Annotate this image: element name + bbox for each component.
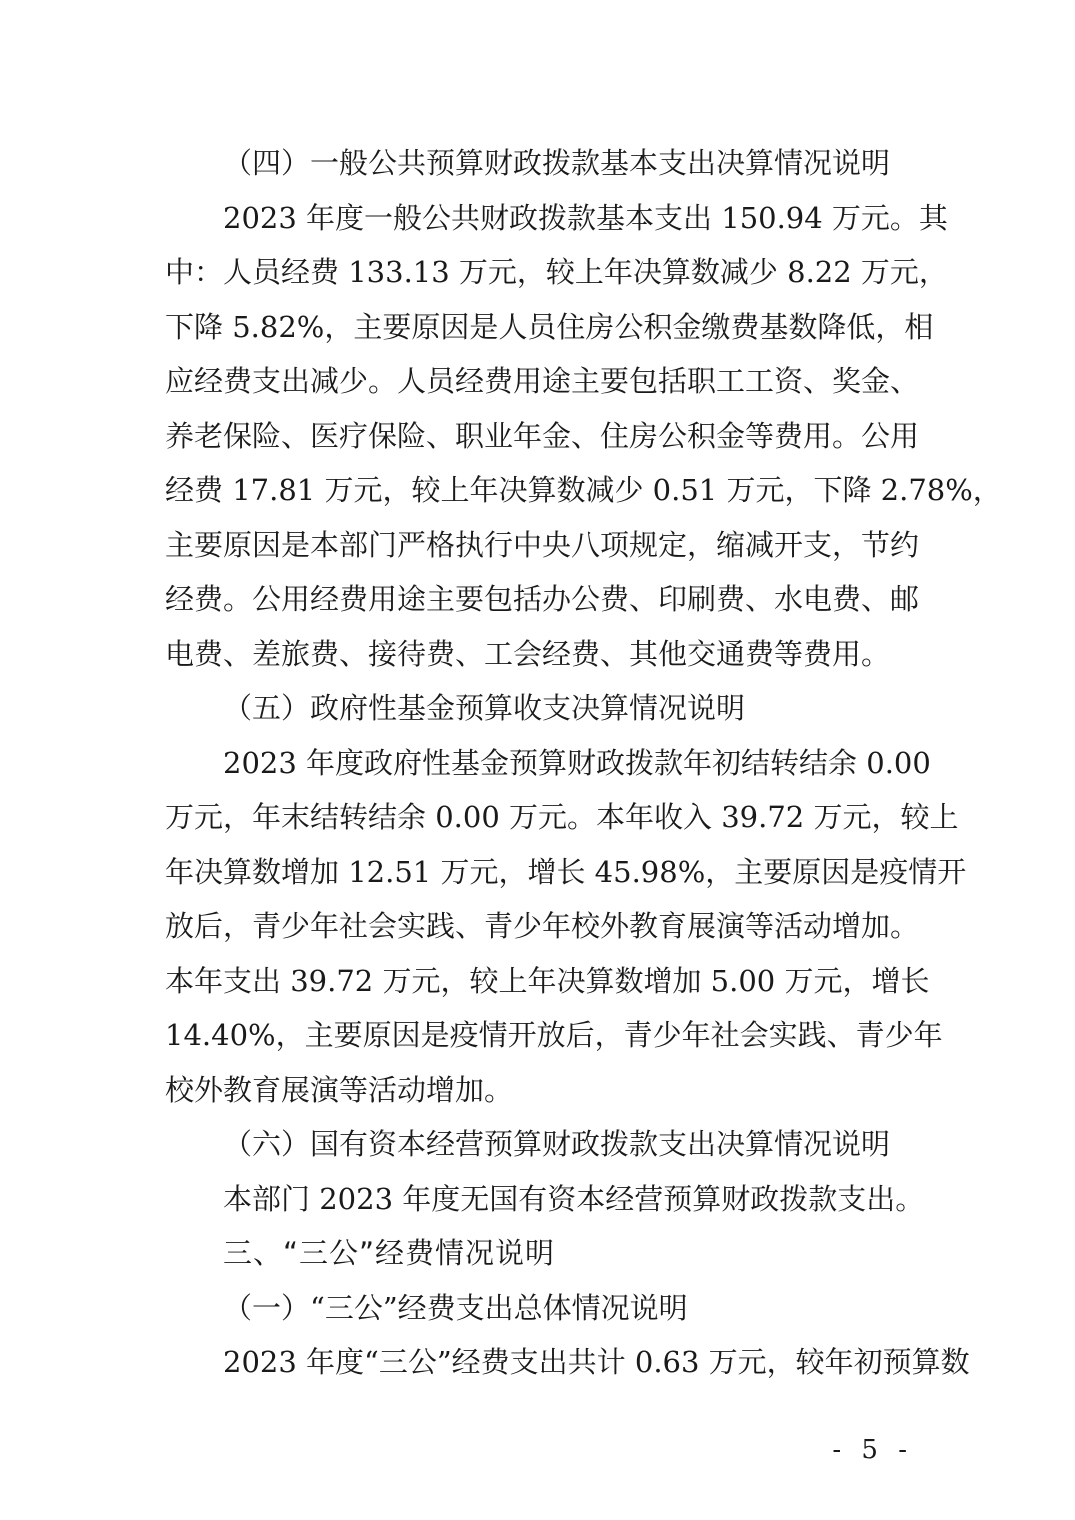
paragraph-line: 2023 年度“三公”经费支出共计 0.63 万元，较年初预算数 xyxy=(223,1345,970,1379)
paragraph-line: 万元，年末结转结余 0.00 万元。本年收入 39.72 万元，较上 xyxy=(165,800,959,834)
paragraph-line: 中：人员经费 133.13 万元，较上年决算数减少 8.22 万元， xyxy=(165,255,948,289)
paragraph-line: 年决算数增加 12.51 万元，增长 45.98%，主要原因是疫情开 xyxy=(165,854,967,889)
document-body xyxy=(165,136,1002,1390)
paragraph-line: 校外教育展演等活动增加。 xyxy=(165,1072,514,1107)
paragraph-line: 本部门 2023 年度无国有资本经营预算财政拨款支出。 xyxy=(223,1181,925,1216)
section-heading-4: （四）一般公共预算财政拨款基本支出决算情况说明 xyxy=(223,146,891,180)
paragraph-line: 放后，青少年社会实践、青少年校外教育展演等活动增加。 xyxy=(165,909,920,943)
paragraph-line: 经费 17.81 万元，较上年决算数减少 0.51 万元，下降 2.78%， xyxy=(165,473,1002,507)
paragraph-line: 2023 年度政府性基金预算财政拨款年初结转结余 0.00 xyxy=(223,745,931,780)
subsection-heading-1: （一）“三公”经费支出总体情况说明 xyxy=(223,1290,688,1325)
paragraph-line: 电费、差旅费、接待费、工会经费、其他交通费等费用。 xyxy=(165,636,891,671)
paragraph-line: 应经费支出减少。人员经费用途主要包括职工工资、奖金、 xyxy=(165,364,920,398)
paragraph-line: 下降 5.82%，主要原因是人员住房公积金缴费基数降低，相 xyxy=(165,309,934,344)
paragraph-line: 本年支出 39.72 万元，较上年决算数增加 5.00 万元，增长 xyxy=(165,963,930,998)
part-heading-3: 三、“三公”经费情况说明 xyxy=(223,1236,556,1270)
section-heading-5: （五）政府性基金预算收支决算情况说明 xyxy=(223,691,746,725)
section-heading-6: （六）国有资本经营预算财政拨款支出决算情况说明 xyxy=(223,1127,891,1161)
paragraph-line: 经费。公用经费用途主要包括办公费、印刷费、水电费、邮 xyxy=(165,582,920,616)
paragraph-line: 主要原因是本部门严格执行中央八项规定，缩减开支，节约 xyxy=(165,527,920,562)
paragraph-line: 2023 年度一般公共财政拨款基本支出 150.94 万元。其 xyxy=(223,200,948,235)
paragraph-line: 14.40%，主要原因是疫情开放后，青少年社会实践、青少年 xyxy=(165,1018,943,1052)
paragraph-line: 养老保险、医疗保险、职业年金、住房公积金等费用。公用 xyxy=(165,418,920,453)
page-number-text: - 5 - xyxy=(832,1435,913,1465)
